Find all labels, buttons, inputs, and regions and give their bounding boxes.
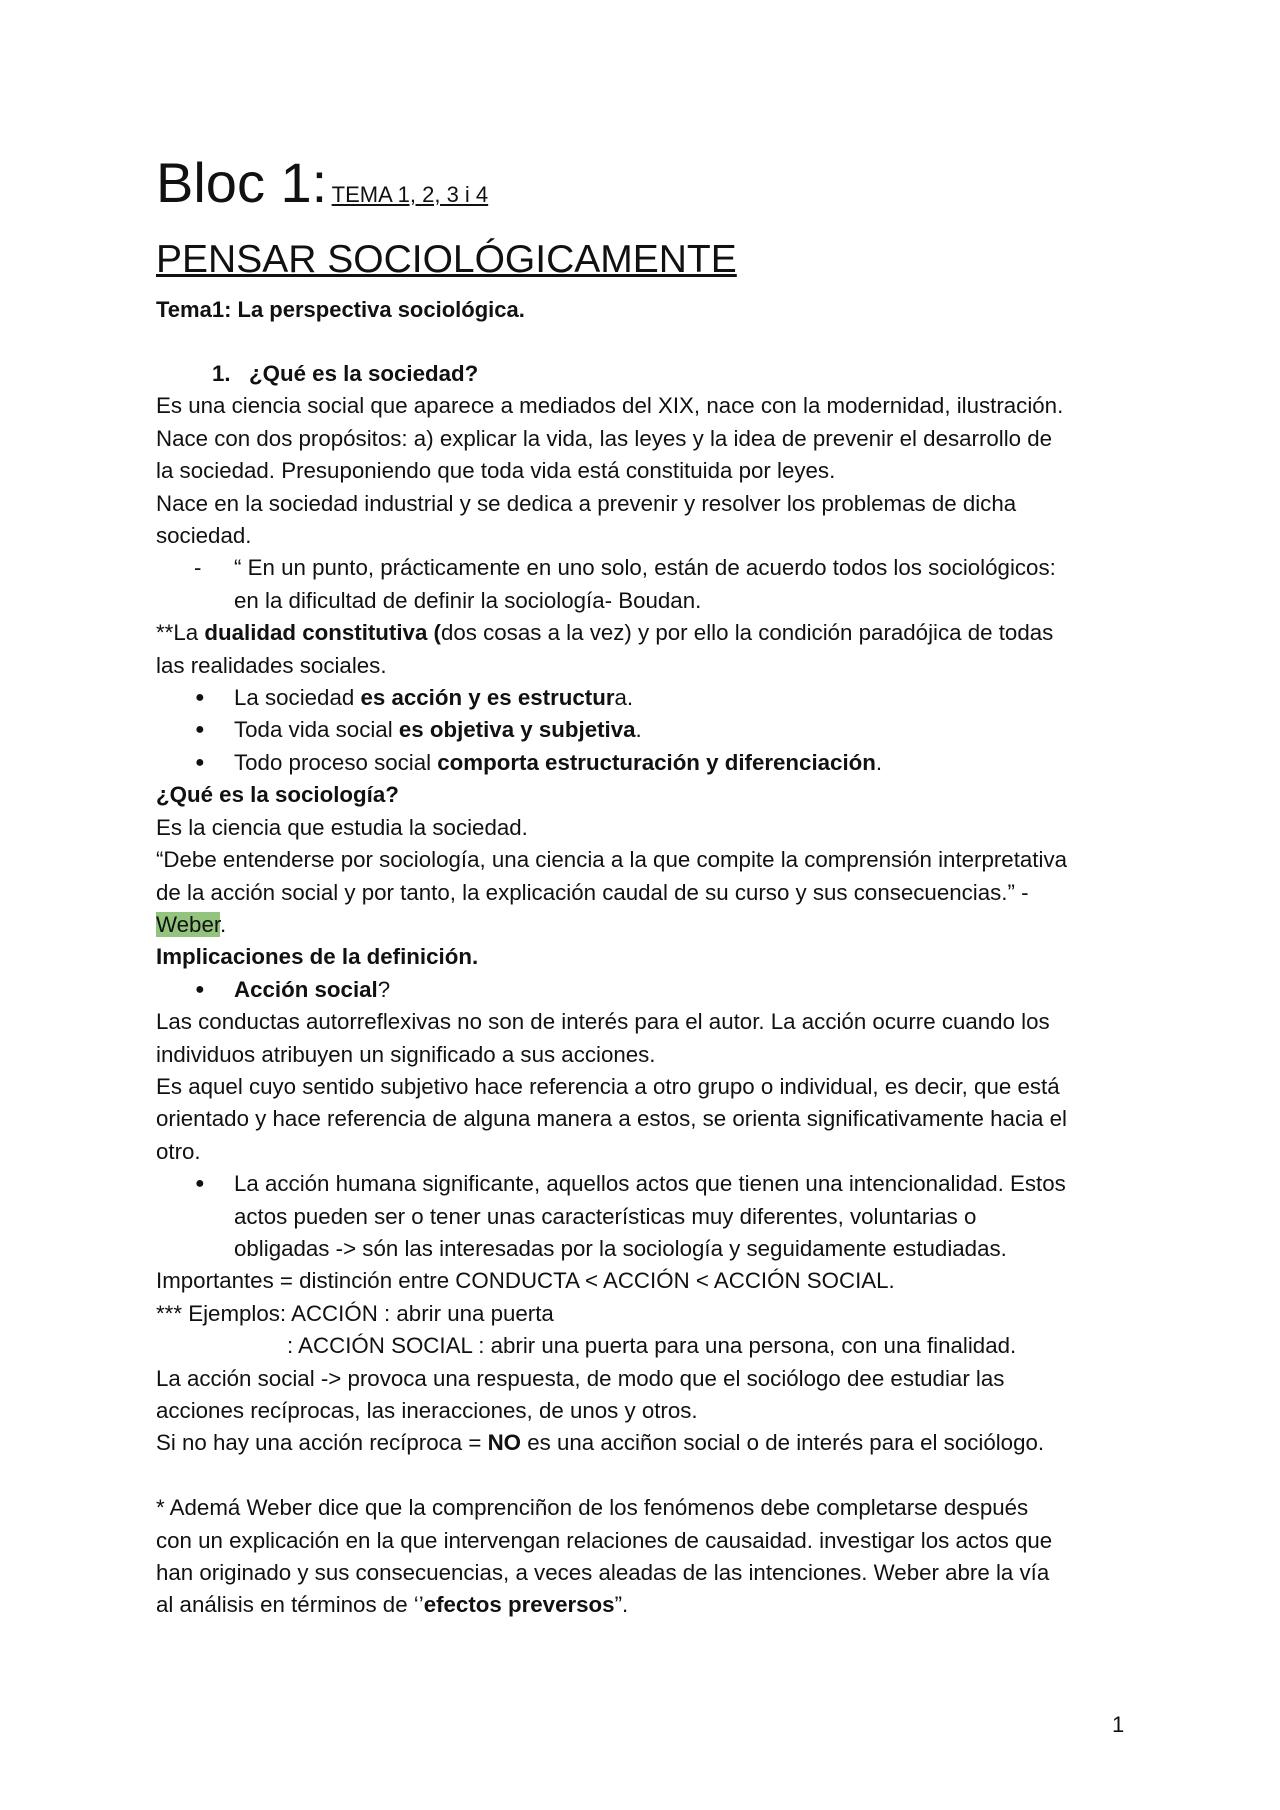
section-1-heading	[156, 358, 1146, 390]
text: Si no hay una acción recíproca =	[156, 1430, 488, 1456]
section-1-number: 1.	[212, 361, 231, 386]
paragraph-line: individuos atribuyen un significado a sus acciones.	[156, 1041, 656, 1067]
bullet-end: a.	[614, 685, 634, 711]
bullet-text: Todo proceso social	[234, 749, 438, 775]
duality-line	[156, 617, 1146, 649]
paragraph-line: de la acción social y por tanto, la explicación caudal de su curso y sus consecuencias.” -	[156, 879, 1029, 905]
paragraph-line: Es una ciencia social que aparece a mediados del XIX, nace con la modernidad, ilustración.	[156, 393, 1064, 419]
spacer	[156, 1460, 1146, 1492]
bullet-bold: Acción social	[234, 976, 378, 1002]
bold-term: efectos preversos	[423, 1592, 615, 1618]
list-item-cont	[156, 1201, 1146, 1233]
tema-heading: Tema1: La perspectiva sociológica.	[156, 297, 525, 322]
dash-marker: -	[194, 555, 202, 581]
page-number: 1	[1112, 1712, 1125, 1737]
paragraph-line: La acción social -> provoca una respuesta, de modo que el sociólogo dee estudiar las	[156, 1365, 1005, 1391]
quote-line: “ En un punto, prácticamente en uno solo, están de acuerdo todos los sociológicos:	[234, 555, 1056, 581]
list-item	[156, 714, 1146, 746]
final-line	[156, 1589, 1146, 1621]
doc-title: Bloc 1:	[156, 151, 328, 214]
paragraph-line: Es aquel cuyo sentido subjetivo hace referencia a otro grupo o individual, es decir, que está	[156, 1073, 1060, 1099]
highlighted-author: Weber	[156, 911, 221, 937]
bullet-bold: comporta estructuración y diferenciación	[437, 749, 876, 775]
paragraph-line: con un explicación en la que intervengan relaciones de causaidad. investigar los actos que	[156, 1527, 1053, 1553]
bullet-end: ?	[377, 976, 391, 1002]
paragraph-line: * Ademá Weber dice que la comprenciñon de los fenómenos debe completarse después	[156, 1495, 1029, 1521]
paragraph-line: Es la ciencia que estudia la sociedad.	[156, 814, 528, 840]
doc-subtitle: TEMA 1, 2, 3 i 4	[331, 182, 489, 207]
bullet-text: La sociedad	[234, 685, 361, 711]
bullet-text: Toda vida social	[234, 717, 399, 743]
bullet-icon: ●	[195, 721, 205, 739]
quote-item	[156, 552, 1146, 584]
paragraph-line: sociedad.	[156, 523, 252, 549]
bullet-end: .	[635, 717, 642, 743]
bullet-icon: ●	[195, 753, 205, 771]
paragraph-line: orientado y hace referencia de alguna manera a estos, se orienta significativamente hacia el	[156, 1106, 1068, 1132]
document-page	[156, 150, 1146, 1622]
text: al análisis en términos de ‘’	[156, 1592, 424, 1618]
paragraph-line: han originado y sus consecuencias, a veces aleadas de las intenciones. Weber abre la vía	[156, 1560, 1050, 1586]
paragraph-line: Nace en la sociedad industrial y se dedica a prevenir y resolver los problemas de dicha	[156, 490, 1017, 516]
bullet-bold: es acción y es estructur	[360, 685, 615, 711]
paragraph-line: acciones recíprocas, las ineracciones, de unos y otros.	[156, 1398, 698, 1423]
paragraph-line: Importantes = distinción entre CONDUCTA < ACCIÓN < ACCIÓN SOCIAL.	[156, 1268, 895, 1294]
bullet-icon: ●	[195, 980, 205, 998]
bold-no: NO	[487, 1430, 522, 1456]
paragraph-line: Las conductas autorreflexivas no son de interés para el autor. La acción ocurre cuando los	[156, 1009, 1050, 1035]
example-line: : ACCIÓN SOCIAL : abrir una puerta para una persona, con una finalidad.	[287, 1333, 1017, 1359]
paragraph-line: la sociedad. Presuponiendo que toda vida está constituida por leyes.	[156, 458, 836, 484]
section-1-title: ¿Qué es la sociedad?	[249, 361, 479, 386]
quote-item-cont	[156, 585, 1146, 617]
list-item	[156, 682, 1146, 714]
duality-bold: dualidad constitutiva (	[204, 620, 441, 646]
paragraph-line: Nace con dos propósitos: a) explicar la vida, las leyes y la idea de prevenir el desarrollo de	[156, 425, 1053, 451]
list-item	[156, 974, 1146, 1006]
paragraph-line: las realidades sociales.	[156, 652, 387, 678]
bullet-icon: ●	[195, 1175, 205, 1193]
reciprocal-line	[156, 1427, 1146, 1459]
bullet-bold: es objetiva y subjetiva	[398, 717, 636, 743]
list-item	[156, 747, 1146, 779]
text: es una acciñon social o de interés para el sociólogo.	[521, 1430, 1045, 1456]
bullet-end: .	[875, 749, 883, 775]
quote-line: en la dificultad de definir la sociología- Boudan.	[234, 587, 702, 613]
text: ”.	[614, 1592, 629, 1618]
section-2-heading: ¿Qué es la sociología?	[156, 782, 399, 808]
bullet-text: La acción humana significante, aquellos actos que tienen una intencionalidad. Estos	[234, 1171, 1066, 1197]
title-row	[156, 150, 1146, 228]
list-item-cont	[156, 1233, 1146, 1265]
duality-rest: dos cosas a la vez) y por ello la condición paradójica de todas	[440, 620, 1054, 646]
bullet-icon: ●	[195, 689, 205, 707]
section-3-heading: Implicaciones de la definición.	[156, 944, 479, 970]
paragraph-line: otro.	[156, 1138, 201, 1164]
example-line: *** Ejemplos: ACCIÓN : abrir una puerta	[156, 1300, 554, 1326]
weber-line	[156, 909, 1146, 941]
main-heading: PENSAR SOCIOLÓGICAMENTE	[156, 238, 737, 281]
bullet-text: actos pueden ser o tener unas características muy diferentes, voluntarias o	[234, 1203, 977, 1229]
bullet-text: obligadas -> són las interesadas por la sociología y seguidamente estudiadas.	[234, 1235, 1007, 1261]
paragraph-line: “Debe entenderse por sociología, una ciencia a la que compite la comprensión interpretativa	[156, 847, 1067, 873]
period: .	[220, 911, 227, 937]
duality-prefix: **La	[156, 620, 205, 646]
list-item	[156, 1168, 1146, 1200]
